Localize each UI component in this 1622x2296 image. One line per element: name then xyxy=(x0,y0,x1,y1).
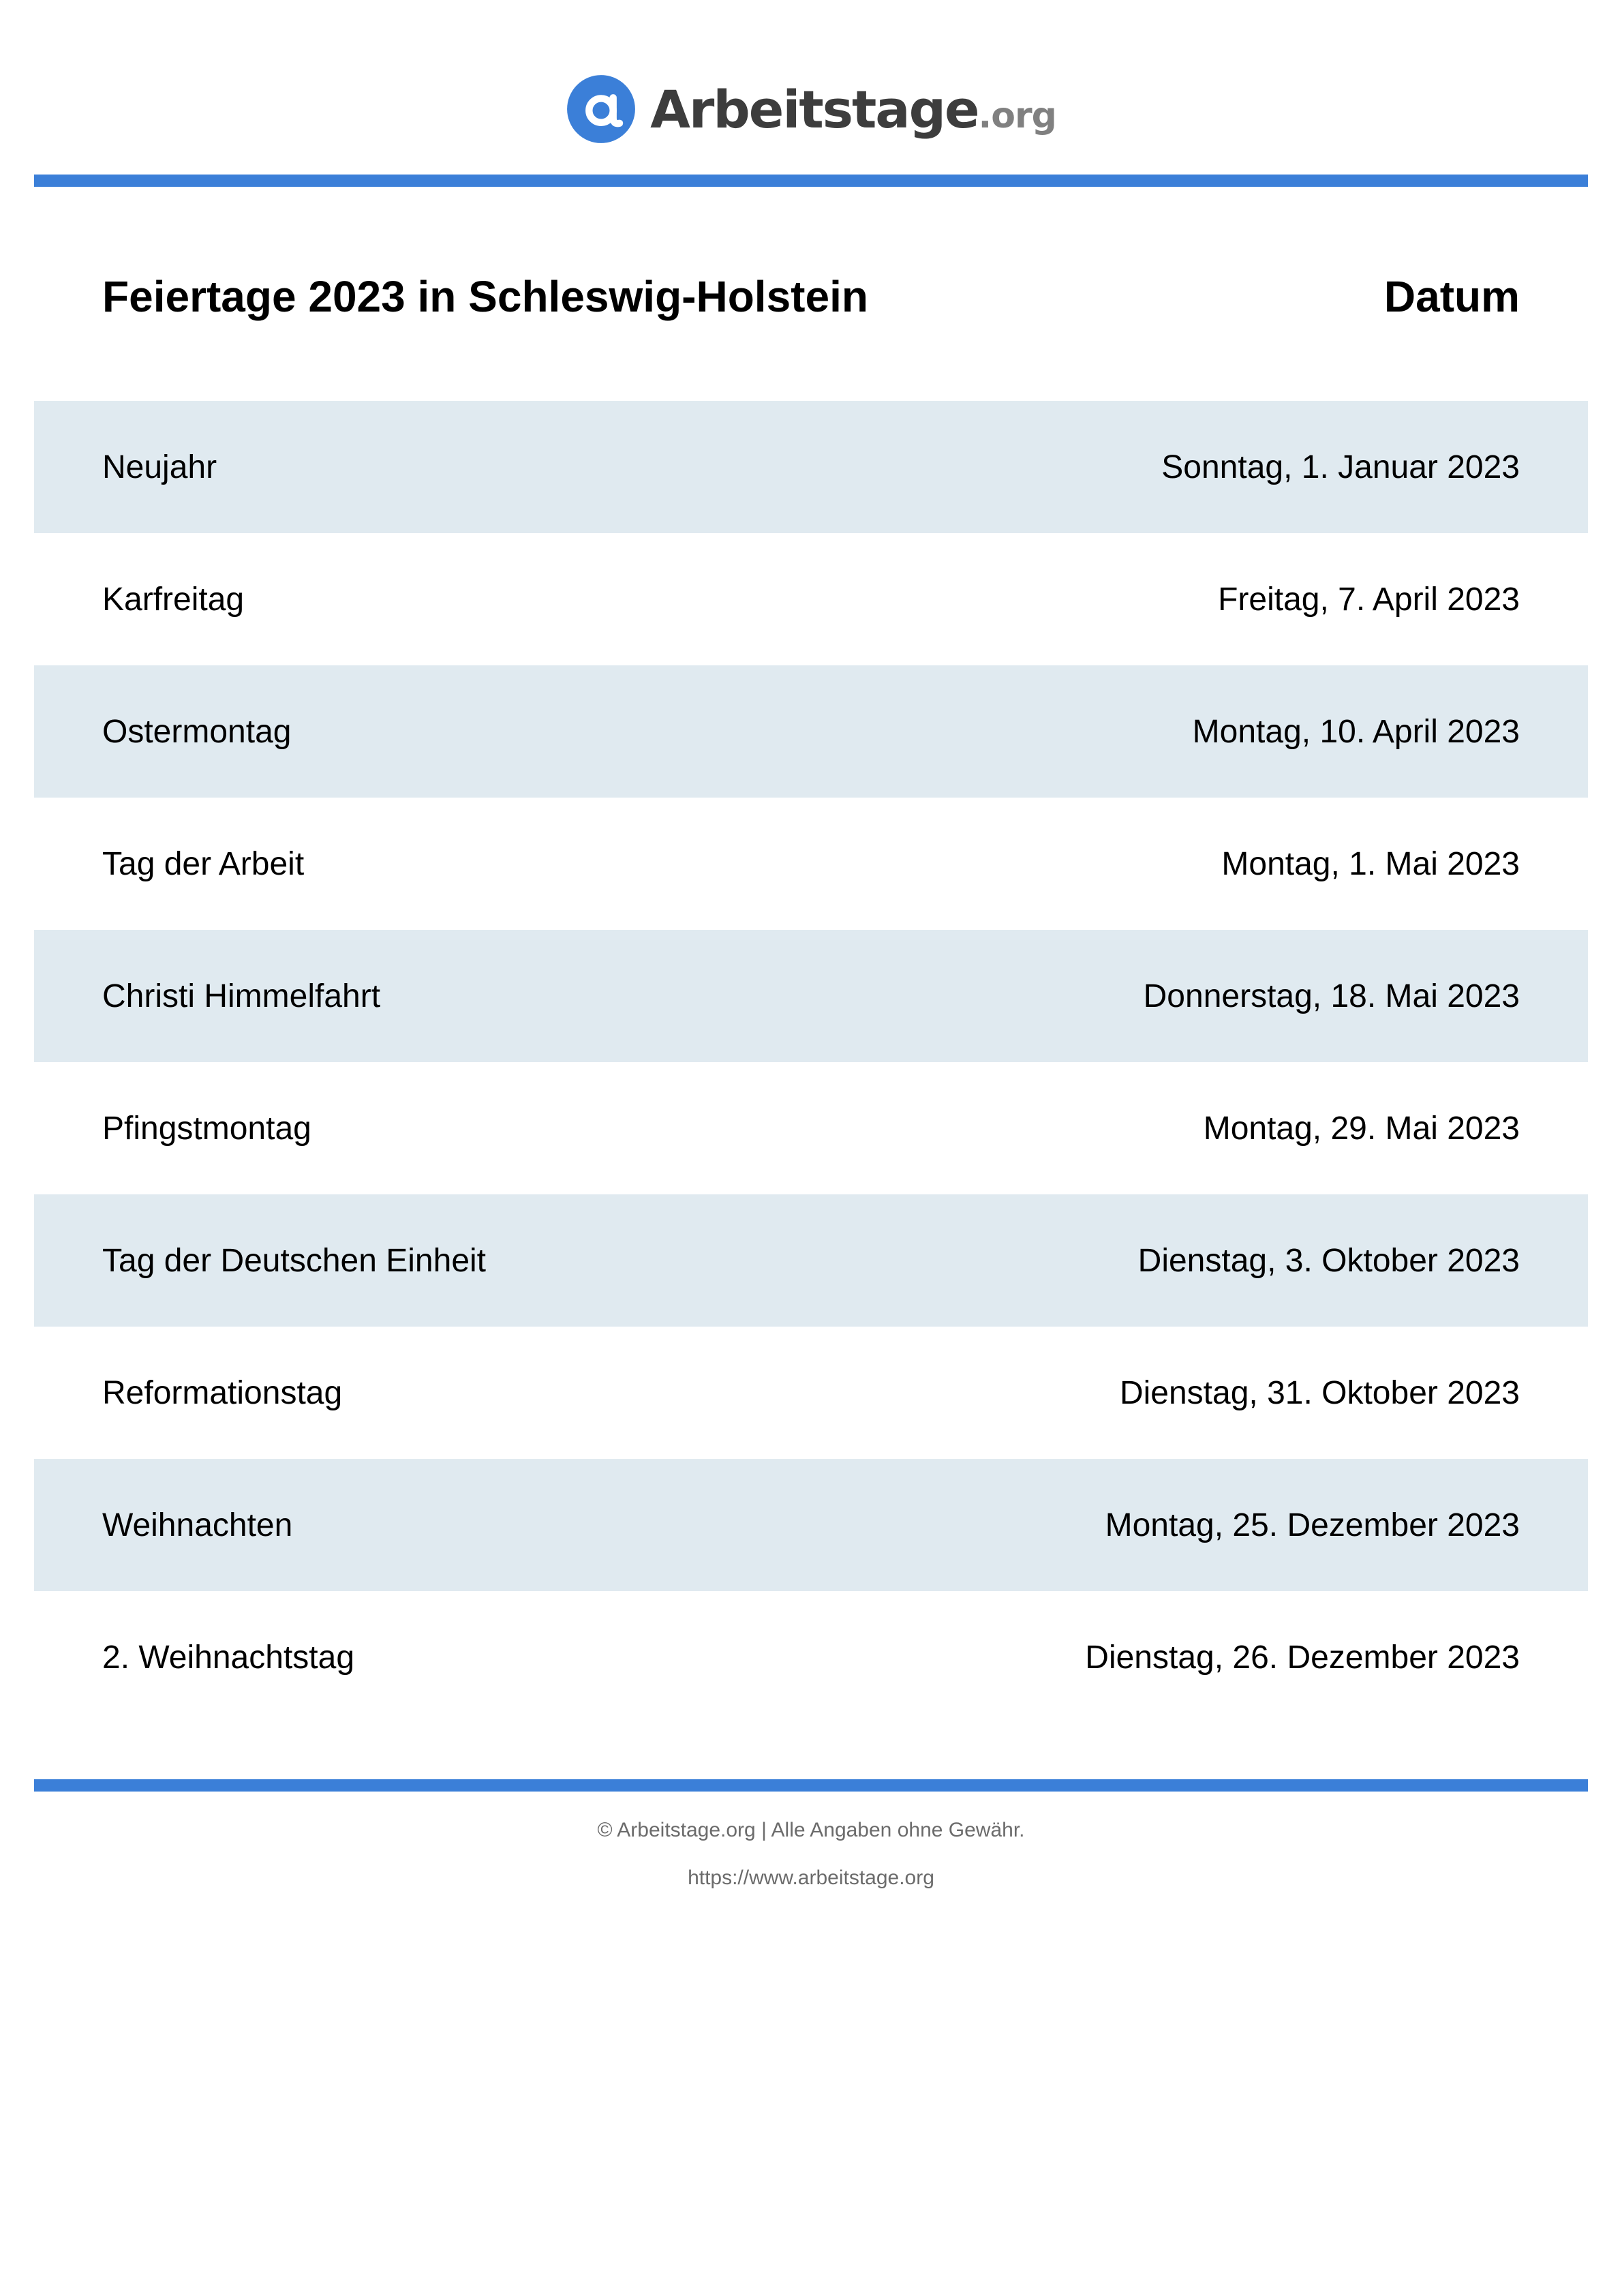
holiday-date: Freitag, 7. April 2023 xyxy=(1218,581,1520,618)
holiday-date: Dienstag, 3. Oktober 2023 xyxy=(1137,1242,1520,1279)
holiday-row xyxy=(34,930,1588,1062)
holiday-list xyxy=(34,401,1588,1723)
holiday-name: Karfreitag xyxy=(102,581,245,618)
holiday-name: Tag der Arbeit xyxy=(102,845,305,882)
holiday-name: Tag der Deutschen Einheit xyxy=(102,1242,487,1279)
holiday-name: Ostermontag xyxy=(102,713,292,750)
date-column-header: Datum xyxy=(1383,272,1520,321)
holiday-date: Montag, 25. Dezember 2023 xyxy=(1105,1507,1520,1543)
holiday-row xyxy=(34,401,1588,533)
holiday-row xyxy=(34,1327,1588,1459)
holiday-name: 2. Weihnachtstag xyxy=(102,1639,355,1676)
at-sign-icon xyxy=(566,74,637,145)
logo-group xyxy=(566,74,1056,145)
footer-copyright: © Arbeitstage.org | Alle Angaben ohne Gewähr. xyxy=(597,1819,1025,1841)
holiday-row xyxy=(34,533,1588,665)
holiday-row xyxy=(34,1459,1588,1591)
holiday-row xyxy=(34,1062,1588,1194)
logo-name: Arbeitstage xyxy=(650,78,979,140)
bottom-divider xyxy=(34,1779,1588,1792)
site-logo xyxy=(0,72,1622,147)
footer-url: https://www.arbeitstage.org xyxy=(688,1867,934,1889)
table-title: Feiertage 2023 in Schleswig-Holstein xyxy=(102,272,868,321)
holiday-row xyxy=(34,1591,1588,1723)
holiday-date: Dienstag, 31. Oktober 2023 xyxy=(1119,1374,1520,1411)
holiday-name: Christi Himmelfahrt xyxy=(102,978,381,1014)
holiday-row xyxy=(34,665,1588,798)
holiday-name: Neujahr xyxy=(102,449,217,485)
holiday-date: Dienstag, 26. Dezember 2023 xyxy=(1085,1639,1520,1676)
holiday-date: Montag, 1. Mai 2023 xyxy=(1221,845,1520,882)
logo-wordmark xyxy=(650,79,1056,140)
top-divider xyxy=(34,175,1588,187)
holiday-date: Sonntag, 1. Januar 2023 xyxy=(1161,449,1520,485)
holiday-name: Reformationstag xyxy=(102,1374,343,1411)
holiday-date: Montag, 29. Mai 2023 xyxy=(1203,1110,1520,1147)
holiday-date: Donnerstag, 18. Mai 2023 xyxy=(1143,978,1520,1014)
holiday-name: Weihnachten xyxy=(102,1507,293,1543)
holiday-name: Pfingstmontag xyxy=(102,1110,311,1147)
holiday-date: Montag, 10. April 2023 xyxy=(1192,713,1520,750)
table-header xyxy=(34,259,1588,334)
holiday-row xyxy=(34,798,1588,930)
holiday-row xyxy=(34,1194,1588,1327)
logo-tld: .org xyxy=(978,95,1056,136)
